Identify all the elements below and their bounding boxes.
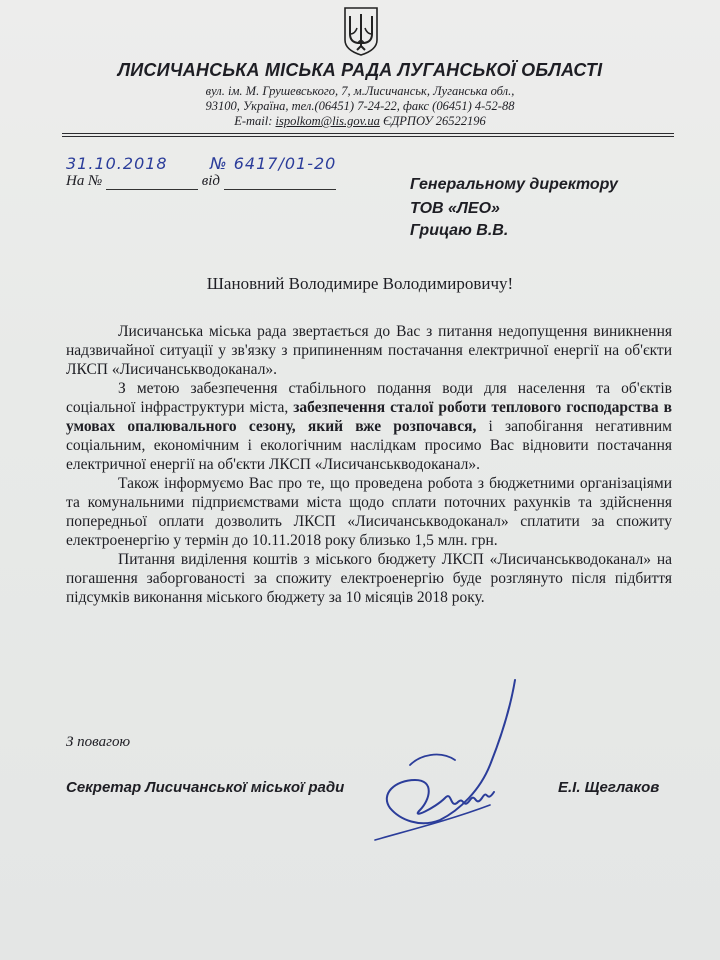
reference-line: [66, 173, 336, 190]
contact-line: [0, 114, 720, 129]
paragraph-2: [66, 379, 672, 474]
organization-name: ЛИСИЧАНСЬКА МІСЬКА РАДА ЛУГАНСЬКОЇ ОБЛАСТІ: [117, 60, 603, 80]
ref-date-label: від: [201, 173, 221, 189]
header-divider-secondary: [62, 136, 674, 137]
ref-date-blank: [224, 175, 336, 190]
ref-number-label: На №: [66, 173, 103, 189]
greeting: Шановний Володимире Володимировичу!: [206, 274, 514, 293]
recipient-position: Генеральному директору: [410, 176, 618, 193]
signatory-name: Е.І. Щеглаков: [558, 779, 660, 796]
handwritten-number: № 6417/01-20: [210, 154, 337, 173]
paragraph-3: Також інформуємо Вас про те, що проведена робота з бюджетними організаціями та комунальними підприємствами міста щодо сплати поточних рахунків та здійснення попередньої оплати дозволить ЛКСП «Лисичанськводоканал» сплатити за спожиту електроенергію у термін до 10.11.2018 року близько 1,5 млн. грн.: [66, 475, 672, 549]
letter-body: [66, 322, 672, 607]
handwritten-date: 31.10.2018: [66, 154, 168, 173]
header-divider: [62, 133, 674, 134]
recipient-company: ТОВ «ЛЕО»: [410, 200, 500, 217]
handwritten-signature: [360, 670, 540, 870]
paragraph-2-start: З метою забезпечення стабільного подання води для населення та об'єктів соціальної інфраструктури міста,: [66, 380, 672, 416]
edrpou-code: ЄДРПОУ 26522196: [379, 114, 486, 128]
address-line-2: 93100, Україна, тел.(06451) 7-24-22, факс (06451) 4-52-88: [205, 99, 515, 113]
email-label: E-mail:: [234, 114, 276, 128]
paragraph-2-emphasis: забезпечення сталої роботи теплового господарства в умовах опалювального сезону, який вже розпочався,: [66, 399, 672, 435]
paragraph-2-end: і запобігання негативним соціальним, економічним і екологічним наслідкам просимо Вас відновити постачання електричної енергії на об'єкти ЛКСП «Лисичанськводоканал».: [66, 418, 672, 473]
ref-number-blank: [106, 175, 198, 190]
trident-emblem-icon: [343, 6, 379, 56]
address-line-1: вул. ім. М. Грушевського, 7, м.Лисичанськ, Луганська обл.,: [205, 84, 515, 98]
closing-regards: З повагою: [66, 734, 131, 750]
email-link[interactable]: ispolkom@lis.gov.ua: [275, 114, 380, 128]
paragraph-4: Питання виділення коштів з міського бюджету ЛКСП «Лисичанськводоканал» на погашення заборгованості за спожиту електроенергію буде розглянуто після підбиття підсумків виконання міського бюджету за 10 місяців 2018 року.: [66, 551, 672, 606]
paragraph-1: Лисичанська міська рада звертається до Вас з питання недопущення виникнення надзвичайної ситуації у зв'язку з припиненням постачання електричної енергії на об'єкти ЛКСП «Лисичанськводоканал».: [66, 323, 672, 378]
recipient-name: Грицаю В.В.: [410, 222, 509, 239]
signatory-position: Секретар Лисичанської міської ради: [66, 779, 345, 796]
